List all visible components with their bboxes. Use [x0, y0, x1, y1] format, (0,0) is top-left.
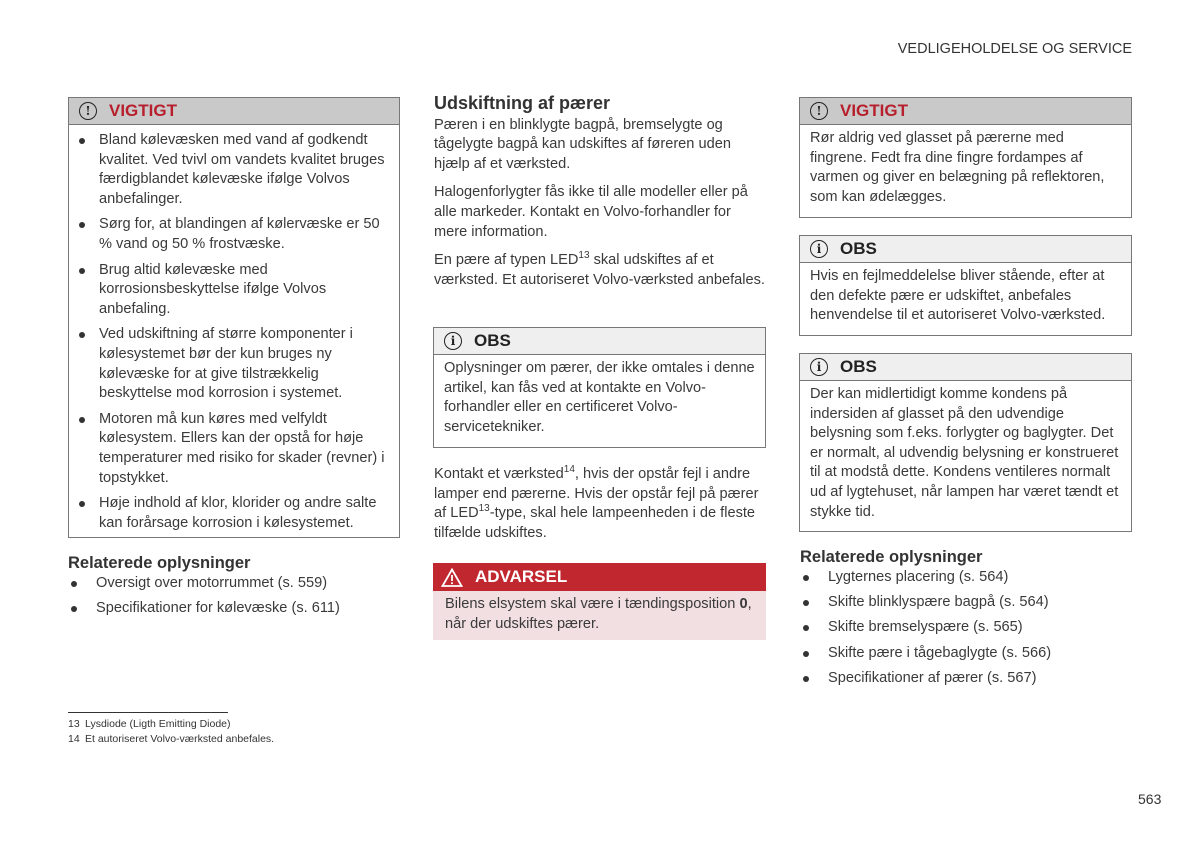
obs-box: [433, 327, 766, 448]
important-title: VIGTIGT: [840, 101, 908, 120]
related-link[interactable]: Specifikationer for kølevæske (s. 611): [68, 599, 400, 619]
section-header: VEDLIGEHOLDELSE OG SERVICE: [897, 41, 1132, 57]
obs-text: Oplysninger om pærer, der ikke omtales i denne artikel, kan fås ved at kontakte en Volvo-forhandler eller en certificeret Volvo-servicetekniker.: [444, 360, 755, 435]
related-info-right: [800, 548, 1132, 694]
warning-header: [433, 563, 766, 591]
paragraph: En pære af typen LED$^{13}$ skal udskiftes af et værksted. Et autoriseret Volvo-værksted anbefales.: [434, 250, 765, 288]
footnotes: [68, 717, 274, 747]
related-link[interactable]: Lygternes placering (s. 564): [800, 568, 1132, 588]
important-box: [68, 97, 400, 538]
related-link[interactable]: Specifikationer af pærer (s. 567): [800, 669, 1132, 689]
list-item: Brug altid kølevæske med korrosionsbeskyttelse ifølge Volvos anbefaling.: [69, 261, 389, 320]
important-header: [69, 98, 399, 125]
related-link[interactable]: Oversigt over motorrummet (s. 559): [68, 574, 400, 594]
list-item: Motoren må kun køres med velfyldt kølesystem. Ellers kan der opstå for høje temperaturer med risiko for skader (revner) i topstykket.: [69, 410, 389, 488]
related-heading: Relaterede oplysninger: [68, 554, 251, 572]
important-text: Rør aldrig ved glasset på pærerne med fingrene. Fedt fra dine fingre fordampes af varmen og giver en belægning på reflektoren, som kan ødelægges.: [810, 130, 1105, 205]
exclamation-icon: !: [79, 102, 97, 120]
warning-title: ADVARSEL: [475, 567, 568, 586]
footnote: 14 Et autoriseret Volvo-værksted anbefales.: [68, 733, 275, 745]
obs-box: [799, 353, 1132, 532]
important-box: [799, 97, 1132, 218]
related-link[interactable]: Skifte bremselyspære (s. 565): [800, 618, 1132, 638]
list-item: Bland kølevæsken med vand af godkendt kvalitet. Ved tvivl om vandets kvalitet bruges færdigblandet kølevæske ifølge Volvos anbefalinger.: [69, 131, 389, 209]
warning-text: Bilens elsystem skal være i tændingsposition 0, når der udskiftes pærer.: [445, 596, 752, 632]
obs-title: OBS: [840, 357, 877, 376]
obs-box: [799, 235, 1132, 336]
related-heading: Relaterede oplysninger: [800, 548, 983, 566]
list-item: Ved udskiftning af større komponenter i kølesystemet bør der kun bruges ny kølevæske for at give tilstrækkelig beskyttelse mod korrosion i systemet.: [69, 325, 389, 403]
obs-title: OBS: [840, 239, 877, 258]
important-title: VIGTIGT: [109, 101, 177, 120]
list-item: Høje indhold af klor, klorider og andre salte kan forårsage korrosion i kølesystemet.: [69, 494, 389, 533]
info-icon: i: [810, 358, 828, 376]
bulb-replacement-section: [434, 94, 766, 299]
info-icon: i: [810, 240, 828, 258]
paragraph: Kontakt et værksted$^{14}$, hvis der opstår fejl i andre lamper end pærerne. Hvis der opstår fejl på pærer af LED$^{13}$-type, skal hele lampeenheden i de fleste tilfælde udskiftes.: [434, 464, 759, 541]
footnote-divider: [68, 712, 228, 713]
page-number: 563: [1138, 791, 1162, 807]
obs-title: OBS: [474, 331, 511, 350]
paragraph: Halogenforlygter fås ikke til alle modeller eller på alle markeder. Kontakt en Volvo-forhandler for mere information.: [434, 184, 748, 240]
warning-triangle-icon: [441, 568, 463, 587]
obs-text: Hvis en fejlmeddelelse bliver stående, efter at den defekte pære er udskiftet, anbefales henvendelse til et autoriseret Volvo-værksted.: [810, 268, 1106, 324]
related-link[interactable]: Skifte pære i tågebaglygte (s. 566): [800, 644, 1132, 664]
info-icon: i: [444, 332, 462, 350]
warning-box: [433, 563, 766, 640]
important-list: [69, 125, 399, 533]
section-heading: Udskiftning af pærer: [434, 93, 611, 113]
obs-text: Der kan midlertidigt komme kondens på indersiden af glasset på den udvendige belysning som f.eks. forlygter og baglygter. Det er normalt, al udvendig belysning er konstrueret til at modstå dette. Kondens ventileres normalt ud af lygtehuset, når lampen har været tændt et stykke tid.: [810, 386, 1119, 520]
related-link[interactable]: Skifte blinklyspære bagpå (s. 564): [800, 593, 1132, 613]
related-info-left: [68, 554, 400, 624]
paragraph: Pæren i en blinklygte bagpå, bremselygte og tågelygte bagpå kan udskiftes af føreren uden hjælp af et værksted.: [434, 116, 731, 172]
exclamation-icon: !: [810, 102, 828, 120]
footnote: 13 Lysdiode (Ligth Emitting Diode): [68, 718, 231, 730]
list-item: Sørg for, at blandingen af kølervæske er 50 % vand og 50 % frostvæske.: [69, 215, 389, 254]
